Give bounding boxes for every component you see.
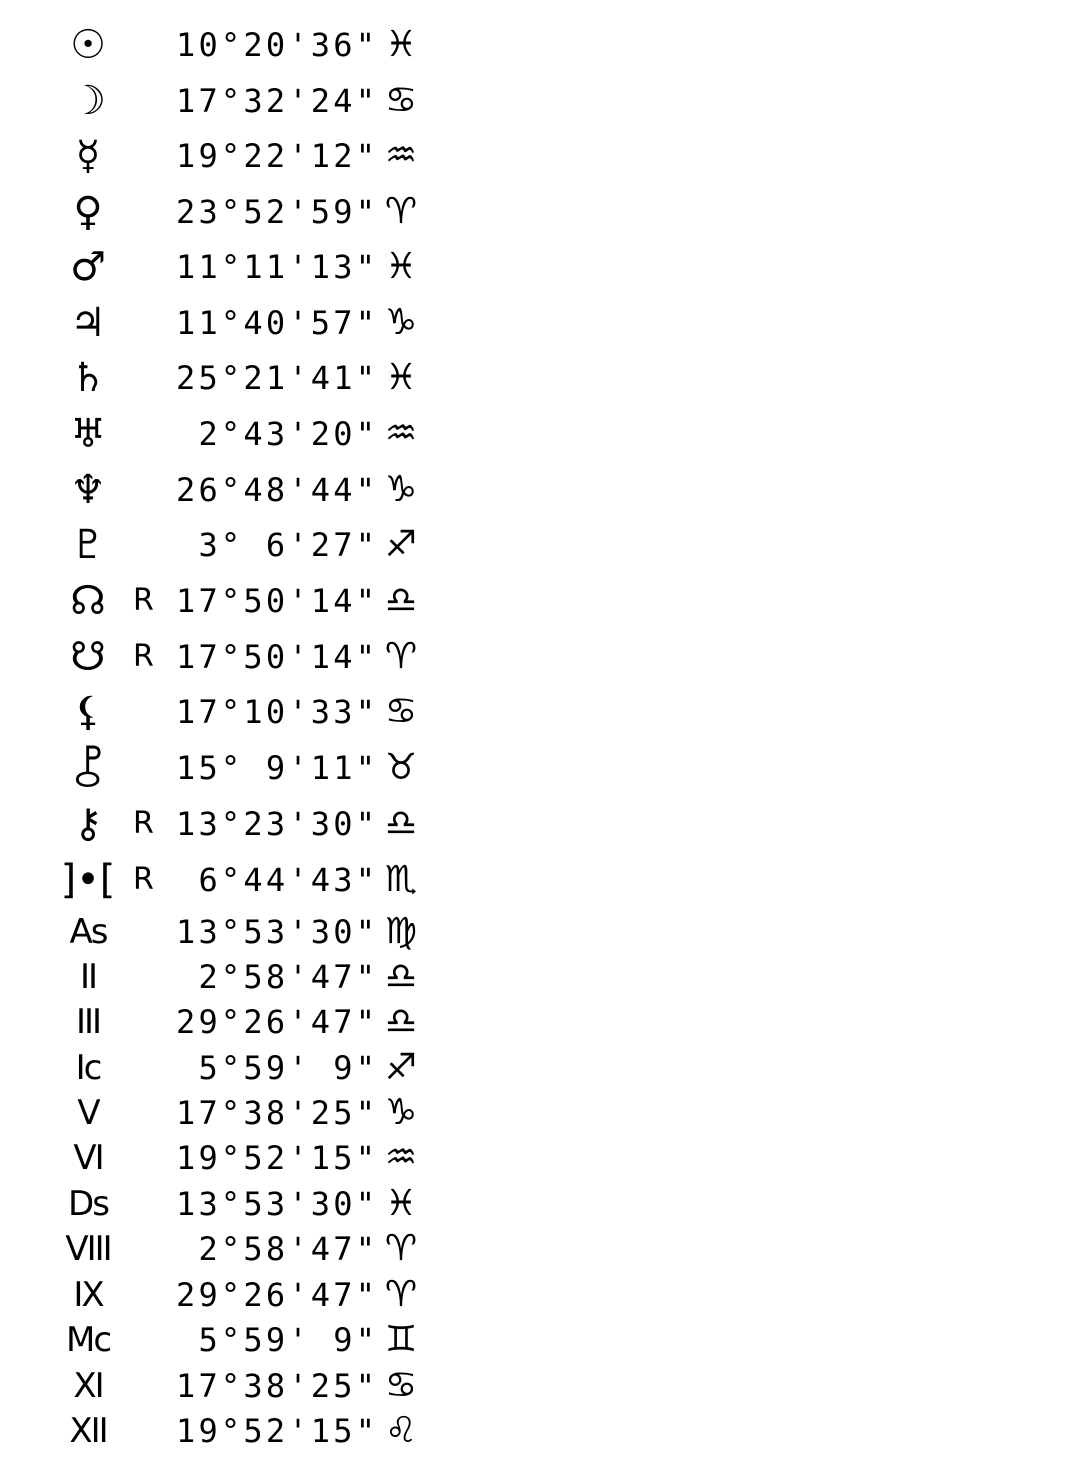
degree-position: 2°43'20"	[176, 415, 379, 453]
degree-position: 3° 6'27"	[176, 526, 379, 564]
house-label: As	[69, 912, 107, 952]
degree-position: 17°50'14"	[176, 638, 379, 676]
position-row	[0, 76, 520, 126]
degree-position: 26°48'44"	[176, 471, 379, 509]
planet-glyph-icon: ⚸	[73, 689, 103, 735]
retrograde-marker	[133, 1043, 163, 1093]
retrograde-marker	[133, 907, 163, 957]
planet-glyph-icon: ]•[	[60, 857, 116, 903]
planet-glyph-icon: ♄	[70, 355, 106, 401]
planet-glyph-icon: ♇	[70, 522, 106, 568]
degree-position: 19°52'15"	[176, 1412, 379, 1450]
position-row	[0, 1224, 520, 1274]
position-row	[0, 576, 520, 626]
zodiac-sign-icon: ♊	[384, 1319, 418, 1360]
degree-position: 29°26'47"	[176, 1276, 379, 1314]
degree-position: 5°59' 9"	[176, 1321, 379, 1359]
zodiac-sign-icon: ♒	[384, 413, 418, 454]
degree-position: 19°22'12"	[176, 137, 379, 175]
degree-position: 6°44'43"	[176, 861, 379, 899]
position-row	[0, 242, 520, 292]
retrograde-marker	[133, 76, 163, 126]
position-row	[0, 465, 520, 515]
house-label: XI	[73, 1366, 103, 1406]
position-row	[0, 1088, 520, 1138]
position-row	[0, 20, 520, 70]
retrograde-marker	[133, 131, 163, 181]
retrograde-marker	[133, 465, 163, 515]
retrograde-marker	[133, 743, 163, 793]
retrograde-marker	[133, 187, 163, 237]
retrograde-marker: R	[133, 639, 154, 674]
retrograde-marker	[133, 1270, 163, 1320]
retrograde-marker	[133, 353, 163, 403]
retrograde-marker	[133, 1133, 163, 1183]
position-row	[0, 1315, 520, 1365]
retrograde-marker	[133, 20, 163, 70]
degree-position: 15° 9'11"	[176, 749, 379, 787]
planet-glyph-icon: ☽	[70, 78, 106, 124]
zodiac-sign-icon: ♉	[384, 747, 418, 788]
degree-position: 17°38'25"	[176, 1094, 379, 1132]
retrograde-marker: R	[133, 583, 154, 618]
degree-position: 29°26'47"	[176, 1003, 379, 1041]
degree-position: 17°10'33"	[176, 693, 379, 731]
position-row	[0, 298, 520, 348]
position-row	[0, 131, 520, 181]
degree-position: 17°38'25"	[176, 1367, 379, 1405]
zodiac-sign-icon: ♈	[384, 636, 418, 677]
zodiac-sign-icon: ♑	[384, 1092, 418, 1133]
planet-glyph-icon: ♂	[70, 244, 106, 290]
zodiac-sign-icon: ♋	[384, 1365, 418, 1406]
zodiac-sign-icon: ♎	[384, 1001, 418, 1042]
degree-position: 13°53'30"	[176, 913, 379, 951]
retrograde-marker	[133, 520, 163, 570]
position-row	[0, 799, 520, 849]
degree-position: 17°50'14"	[176, 582, 379, 620]
retrograde-marker	[133, 1315, 163, 1365]
planet-glyph-icon: ☋	[70, 634, 106, 680]
position-row	[0, 1133, 520, 1183]
planet-glyph-icon: ♅	[70, 411, 106, 457]
house-label: VI	[73, 1138, 103, 1178]
degree-position: 13°23'30"	[176, 805, 379, 843]
zodiac-sign-icon: ♒	[384, 1137, 418, 1178]
position-row	[0, 1361, 520, 1411]
position-row	[0, 1179, 520, 1229]
position-row	[0, 409, 520, 459]
zodiac-sign-icon: ♌	[384, 1410, 418, 1451]
planet-glyph-icon: ☿	[75, 133, 101, 179]
planet-glyph-icon: ☊	[70, 578, 106, 624]
degree-position: 5°59' 9"	[176, 1049, 379, 1087]
position-row	[0, 1043, 520, 1093]
planet-glyph-icon: ⯛	[73, 745, 103, 791]
house-label: Ic	[75, 1048, 101, 1088]
position-row	[0, 907, 520, 957]
house-label: Ds	[68, 1184, 108, 1224]
zodiac-sign-icon: ♎	[384, 580, 418, 621]
zodiac-sign-icon: ♋	[384, 80, 418, 121]
retrograde-marker	[133, 242, 163, 292]
degree-position: 2°58'47"	[176, 958, 379, 996]
retrograde-marker: R	[133, 862, 154, 897]
retrograde-marker	[133, 1179, 163, 1229]
degree-position: 25°21'41"	[176, 359, 379, 397]
house-label: Mc	[65, 1320, 111, 1360]
zodiac-sign-icon: ♐	[384, 524, 418, 565]
retrograde-marker: R	[133, 806, 154, 841]
retrograde-marker	[133, 1361, 163, 1411]
position-row	[0, 743, 520, 793]
degree-position: 13°53'30"	[176, 1185, 379, 1223]
planet-glyph-icon: ♆	[70, 467, 106, 513]
planet-glyph-icon: ♃	[70, 300, 106, 346]
zodiac-sign-icon: ♓	[384, 246, 418, 287]
degree-position: 17°32'24"	[176, 82, 379, 120]
degree-position: 19°52'15"	[176, 1139, 379, 1177]
zodiac-sign-icon: ♓	[384, 24, 418, 65]
position-row	[0, 1270, 520, 1320]
zodiac-sign-icon: ♐	[384, 1047, 418, 1088]
degree-position: 2°58'47"	[176, 1230, 379, 1268]
position-row	[0, 952, 520, 1002]
degree-position: 11°40'57"	[176, 304, 379, 342]
position-row	[0, 1406, 520, 1456]
zodiac-sign-icon: ♓	[384, 1183, 418, 1224]
position-row	[0, 687, 520, 737]
retrograde-marker	[133, 997, 163, 1047]
planet-glyph-icon: ♀	[73, 189, 103, 235]
retrograde-marker	[133, 687, 163, 737]
degree-position: 23°52'59"	[176, 193, 379, 231]
degree-position: 10°20'36"	[176, 26, 379, 64]
zodiac-sign-icon: ♎	[384, 803, 418, 844]
planet-glyph-icon: ⚷	[73, 801, 103, 847]
position-row	[0, 632, 520, 682]
house-label: II	[79, 957, 97, 997]
retrograde-marker	[133, 1406, 163, 1456]
retrograde-marker	[133, 298, 163, 348]
position-row	[0, 997, 520, 1047]
position-row	[0, 353, 520, 403]
zodiac-sign-icon: ♍	[384, 911, 418, 952]
house-label: XII	[69, 1411, 107, 1451]
zodiac-sign-icon: ♑	[384, 469, 418, 510]
zodiac-sign-icon: ♈	[384, 191, 418, 232]
house-label: V	[77, 1093, 99, 1133]
retrograde-marker	[133, 1088, 163, 1138]
zodiac-sign-icon: ♈	[384, 1274, 418, 1315]
zodiac-sign-icon: ♎	[384, 956, 418, 997]
zodiac-sign-icon: ♑	[384, 302, 418, 343]
house-label: IX	[73, 1275, 103, 1315]
position-row	[0, 520, 520, 570]
zodiac-sign-icon: ♒	[384, 135, 418, 176]
degree-position: 11°11'13"	[176, 248, 379, 286]
retrograde-marker	[133, 409, 163, 459]
position-row	[0, 855, 520, 905]
position-row	[0, 187, 520, 237]
zodiac-sign-icon: ♏	[384, 859, 418, 900]
retrograde-marker	[133, 1224, 163, 1274]
retrograde-marker	[133, 952, 163, 1002]
zodiac-sign-icon: ♋	[384, 691, 418, 732]
house-label: III	[75, 1002, 101, 1042]
zodiac-sign-icon: ♓	[384, 357, 418, 398]
zodiac-sign-icon: ♈	[384, 1228, 418, 1269]
planet-glyph-icon: ☉	[70, 22, 106, 68]
house-label: VIII	[65, 1229, 111, 1269]
